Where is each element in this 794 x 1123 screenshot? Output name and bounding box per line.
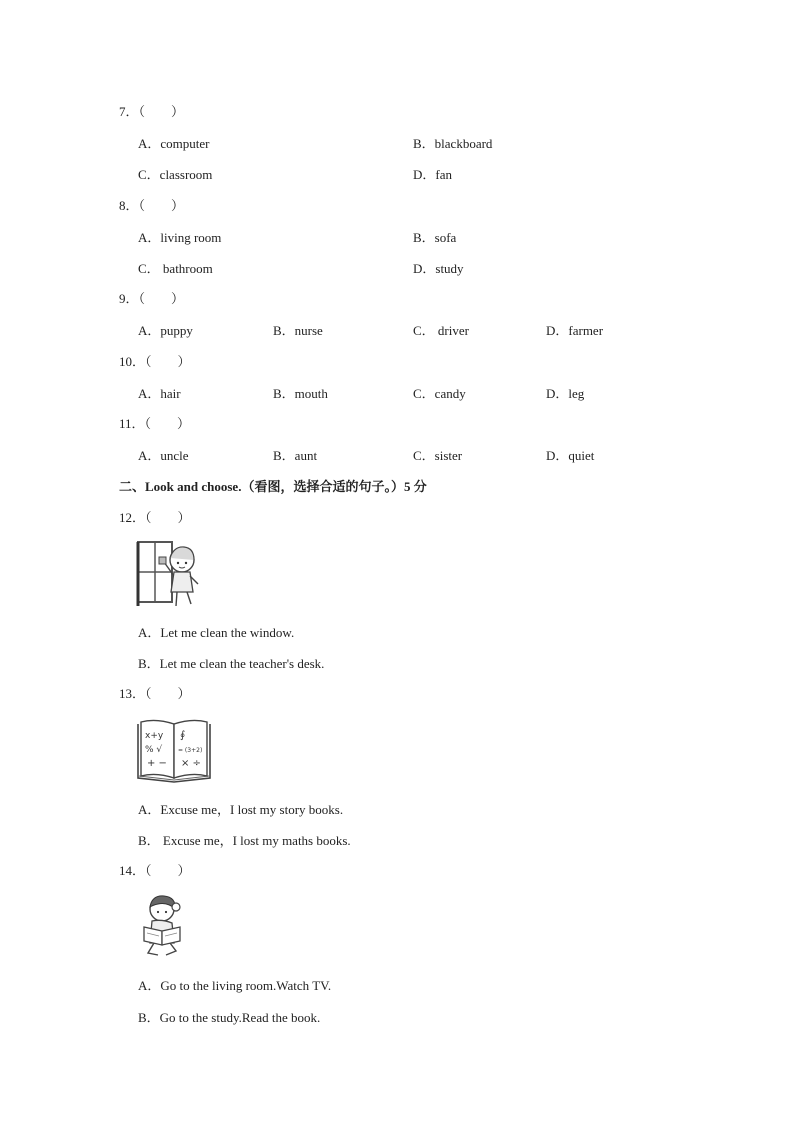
q11-option-b[interactable]: B．aunt (273, 448, 318, 463)
q10-option-d[interactable]: D．leg (546, 386, 585, 401)
section-2-title: Look and choose. (145, 479, 242, 494)
q11-option-d[interactable]: D．quiet (546, 448, 595, 463)
q7-option-c[interactable]: C．classroom (138, 167, 213, 182)
question-10-number: 10．（ ） (119, 354, 191, 369)
q8-option-c[interactable]: C． bathroom (138, 261, 213, 276)
q11-option-a[interactable]: A．uncle (138, 448, 189, 463)
q10-option-c[interactable]: C．candy (413, 386, 466, 401)
book-text-left-mid: % √ (145, 745, 163, 755)
q14-option-a[interactable]: A．Go to the living room.Watch TV. (138, 978, 332, 993)
question-12-number: 12．（ ） (119, 510, 191, 525)
question-13-number: 13．（ ） (119, 686, 191, 701)
question-7-number: 7．（ ） (119, 104, 185, 119)
q10-option-b[interactable]: B．mouth (273, 386, 328, 401)
question-11-number: 11．（ ） (119, 416, 191, 431)
boy-reading-book-picture (138, 893, 194, 959)
question-8-number: 8．（ ） (119, 198, 185, 213)
q7-option-d[interactable]: D．fan (413, 167, 452, 182)
q14-option-b[interactable]: B．Go to the study.Read the book. (138, 1010, 321, 1025)
q9-option-b[interactable]: B．nurse (273, 323, 323, 338)
q9-option-c[interactable]: C． driver (413, 323, 469, 338)
q7-option-b[interactable]: B．blackboard (413, 136, 493, 151)
q12-option-a[interactable]: A．Let me clean the window. (138, 625, 295, 640)
q9-option-d[interactable]: D．farmer (546, 323, 604, 338)
q8-option-a[interactable]: A．living room (138, 230, 222, 245)
q13-option-b[interactable]: B． Excuse me，I lost my maths books. (138, 833, 351, 848)
q10-option-a[interactable]: A．hair (138, 386, 181, 401)
section-2-heading (119, 479, 427, 495)
q9-option-a[interactable]: A．puppy (138, 323, 193, 338)
maths-book-picture (136, 714, 212, 784)
book-text-left-bottom: + − (147, 758, 167, 769)
q8-option-d[interactable]: D．study (413, 261, 464, 276)
q12-option-b[interactable]: B．Let me clean the teacher's desk. (138, 656, 325, 671)
book-text-right-bottom: × ÷ (181, 758, 201, 769)
q8-option-b[interactable]: B．sofa (413, 230, 457, 245)
section-2-prefix: 二、 (119, 479, 146, 494)
book-text-left-top: x+y (145, 731, 164, 741)
girl-cleaning-window-picture (136, 536, 206, 610)
q7-option-a[interactable]: A．computer (138, 136, 210, 151)
section-2-instruction: （看图，选择合适的句子。）5 分 (241, 479, 427, 494)
question-14-number: 14．（ ） (119, 863, 191, 878)
question-9-number: 9．（ ） (119, 291, 185, 306)
q11-option-c[interactable]: C．sister (413, 448, 463, 463)
book-text-right-mid: = (3+2) (178, 747, 203, 754)
q13-option-a[interactable]: A．Excuse me，I lost my story books. (138, 802, 344, 817)
book-text-right-top: ∮ (180, 730, 186, 741)
